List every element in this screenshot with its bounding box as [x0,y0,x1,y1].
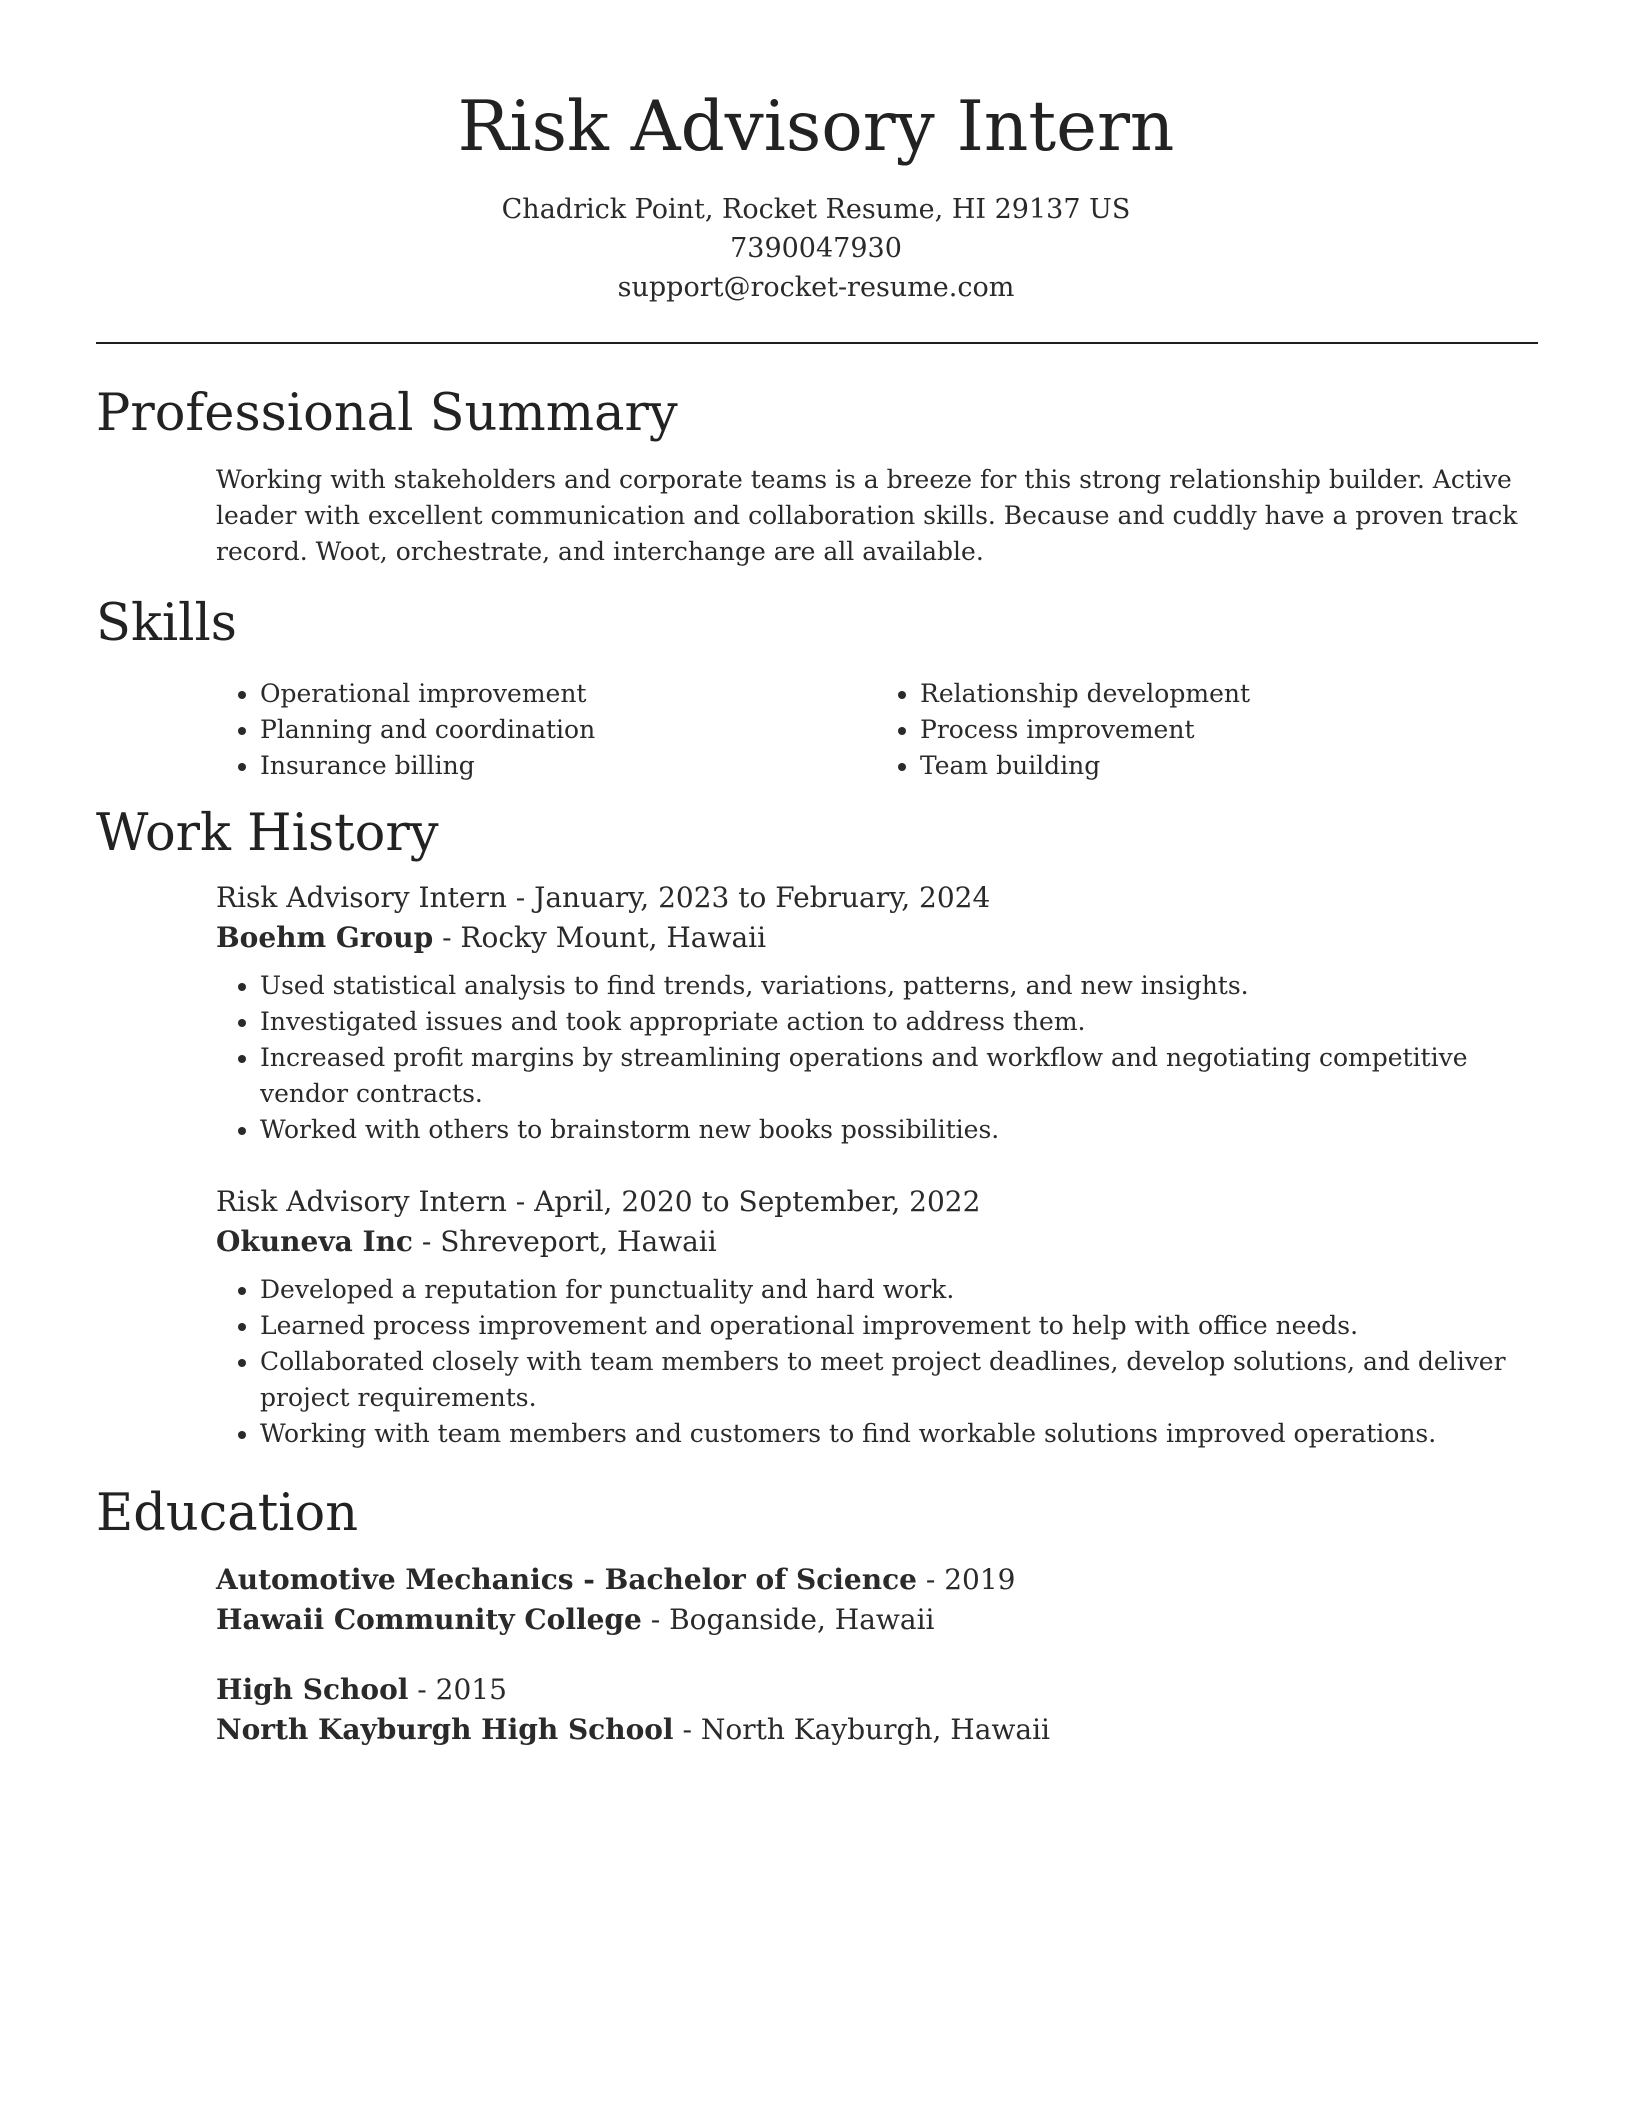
job-bullets [216,1272,1536,1452]
skill-item: • Process improvement [920,712,1536,748]
job-bullets [216,968,1536,1148]
education-entry [216,1560,1536,1640]
skills-heading: Skills [96,594,237,653]
education-degree-line [216,1560,1536,1600]
education-degree: High School [216,1673,409,1706]
education-year: - 2019 [916,1563,1016,1596]
education-entry [216,1670,1536,1750]
summary-text: Working with stakeholders and corporate teams is a breeze for this strong relationship builder. Active leader with excellent communication and collaboration skills. Because and cuddly have a proven track record. Woot, orchestrate, and interchange are all available. [216,465,1518,566]
education-degree: Automotive Mechanics - Bachelor of Science [216,1563,917,1596]
job-dates: - January, 2023 to February, 2024 [506,881,991,914]
contact-address: Chadrick Point, Rocket Resume, HI 29137 US [501,194,1131,225]
job-bullet: • Learned process improvement and operational improvement to help with office needs. [260,1308,1536,1344]
job-company: Okuneva Inc [216,1225,413,1258]
summary-heading: Professional Summary [96,384,678,443]
skill-item: • Operational improvement [260,676,876,712]
education-school: North Kayburgh High School [216,1713,674,1746]
job-dates: - April, 2020 to September, 2022 [506,1185,981,1218]
job-company: Boehm Group [216,921,434,954]
skills-list [216,676,1536,784]
education-heading: Education [96,1484,359,1543]
education-year: - 2015 [408,1673,507,1706]
job-role: Risk Advisory Intern [216,1185,507,1218]
job-bullet: • Investigated issues and took appropriate action to address them. [260,1004,1536,1040]
skills-column-left [216,676,876,784]
job-entry [216,1182,1536,1452]
job-title-line [216,1182,1536,1222]
job-bullet: • Collaborated closely with team members to meet project deadlines, develop solutions, and deliver project requirements. [260,1344,1536,1416]
header-divider [96,342,1538,344]
work-history-heading: Work History [96,804,439,863]
job-company-line [216,1222,1536,1262]
skill-item: • Planning and coordination [260,712,876,748]
job-bullet: • Working with team members and customers to find workable solutions improved operations. [260,1416,1536,1452]
skills-column-right [876,676,1536,784]
education-degree-line [216,1670,1536,1710]
job-role: Risk Advisory Intern [216,881,507,914]
resume-name: Risk Advisory Intern [457,87,1175,167]
skill-item: • Team building [920,748,1536,784]
job-company-line [216,918,1536,958]
skill-item: • Relationship development [920,676,1536,712]
contact-block [0,190,1632,307]
job-location: - Rocky Mount, Hawaii [433,921,767,954]
contact-email: support@rocket-resume.com [617,272,1015,303]
job-bullet: • Increased profit margins by streamlining operations and workflow and negotiating competitive vendor contracts. [260,1040,1536,1112]
job-entry [216,878,1536,1148]
job-title-line [216,878,1536,918]
job-bullet: • Developed a reputation for punctuality and hard work. [260,1272,1536,1308]
education-school-line [216,1600,1536,1640]
job-location: - Shreveport, Hawaii [412,1225,717,1258]
education-school: Hawaii Community College [216,1603,642,1636]
job-bullet: • Used statistical analysis to find trends, variations, patterns, and new insights. [260,968,1536,1004]
contact-phone: 7390047930 [730,233,902,264]
job-bullet: • Worked with others to brainstorm new books possibilities. [260,1112,1536,1148]
education-location: - North Kayburgh, Hawaii [673,1713,1050,1746]
education-school-line [216,1710,1536,1750]
education-location: - Boganside, Hawaii [641,1603,935,1636]
skill-item: • Insurance billing [260,748,876,784]
